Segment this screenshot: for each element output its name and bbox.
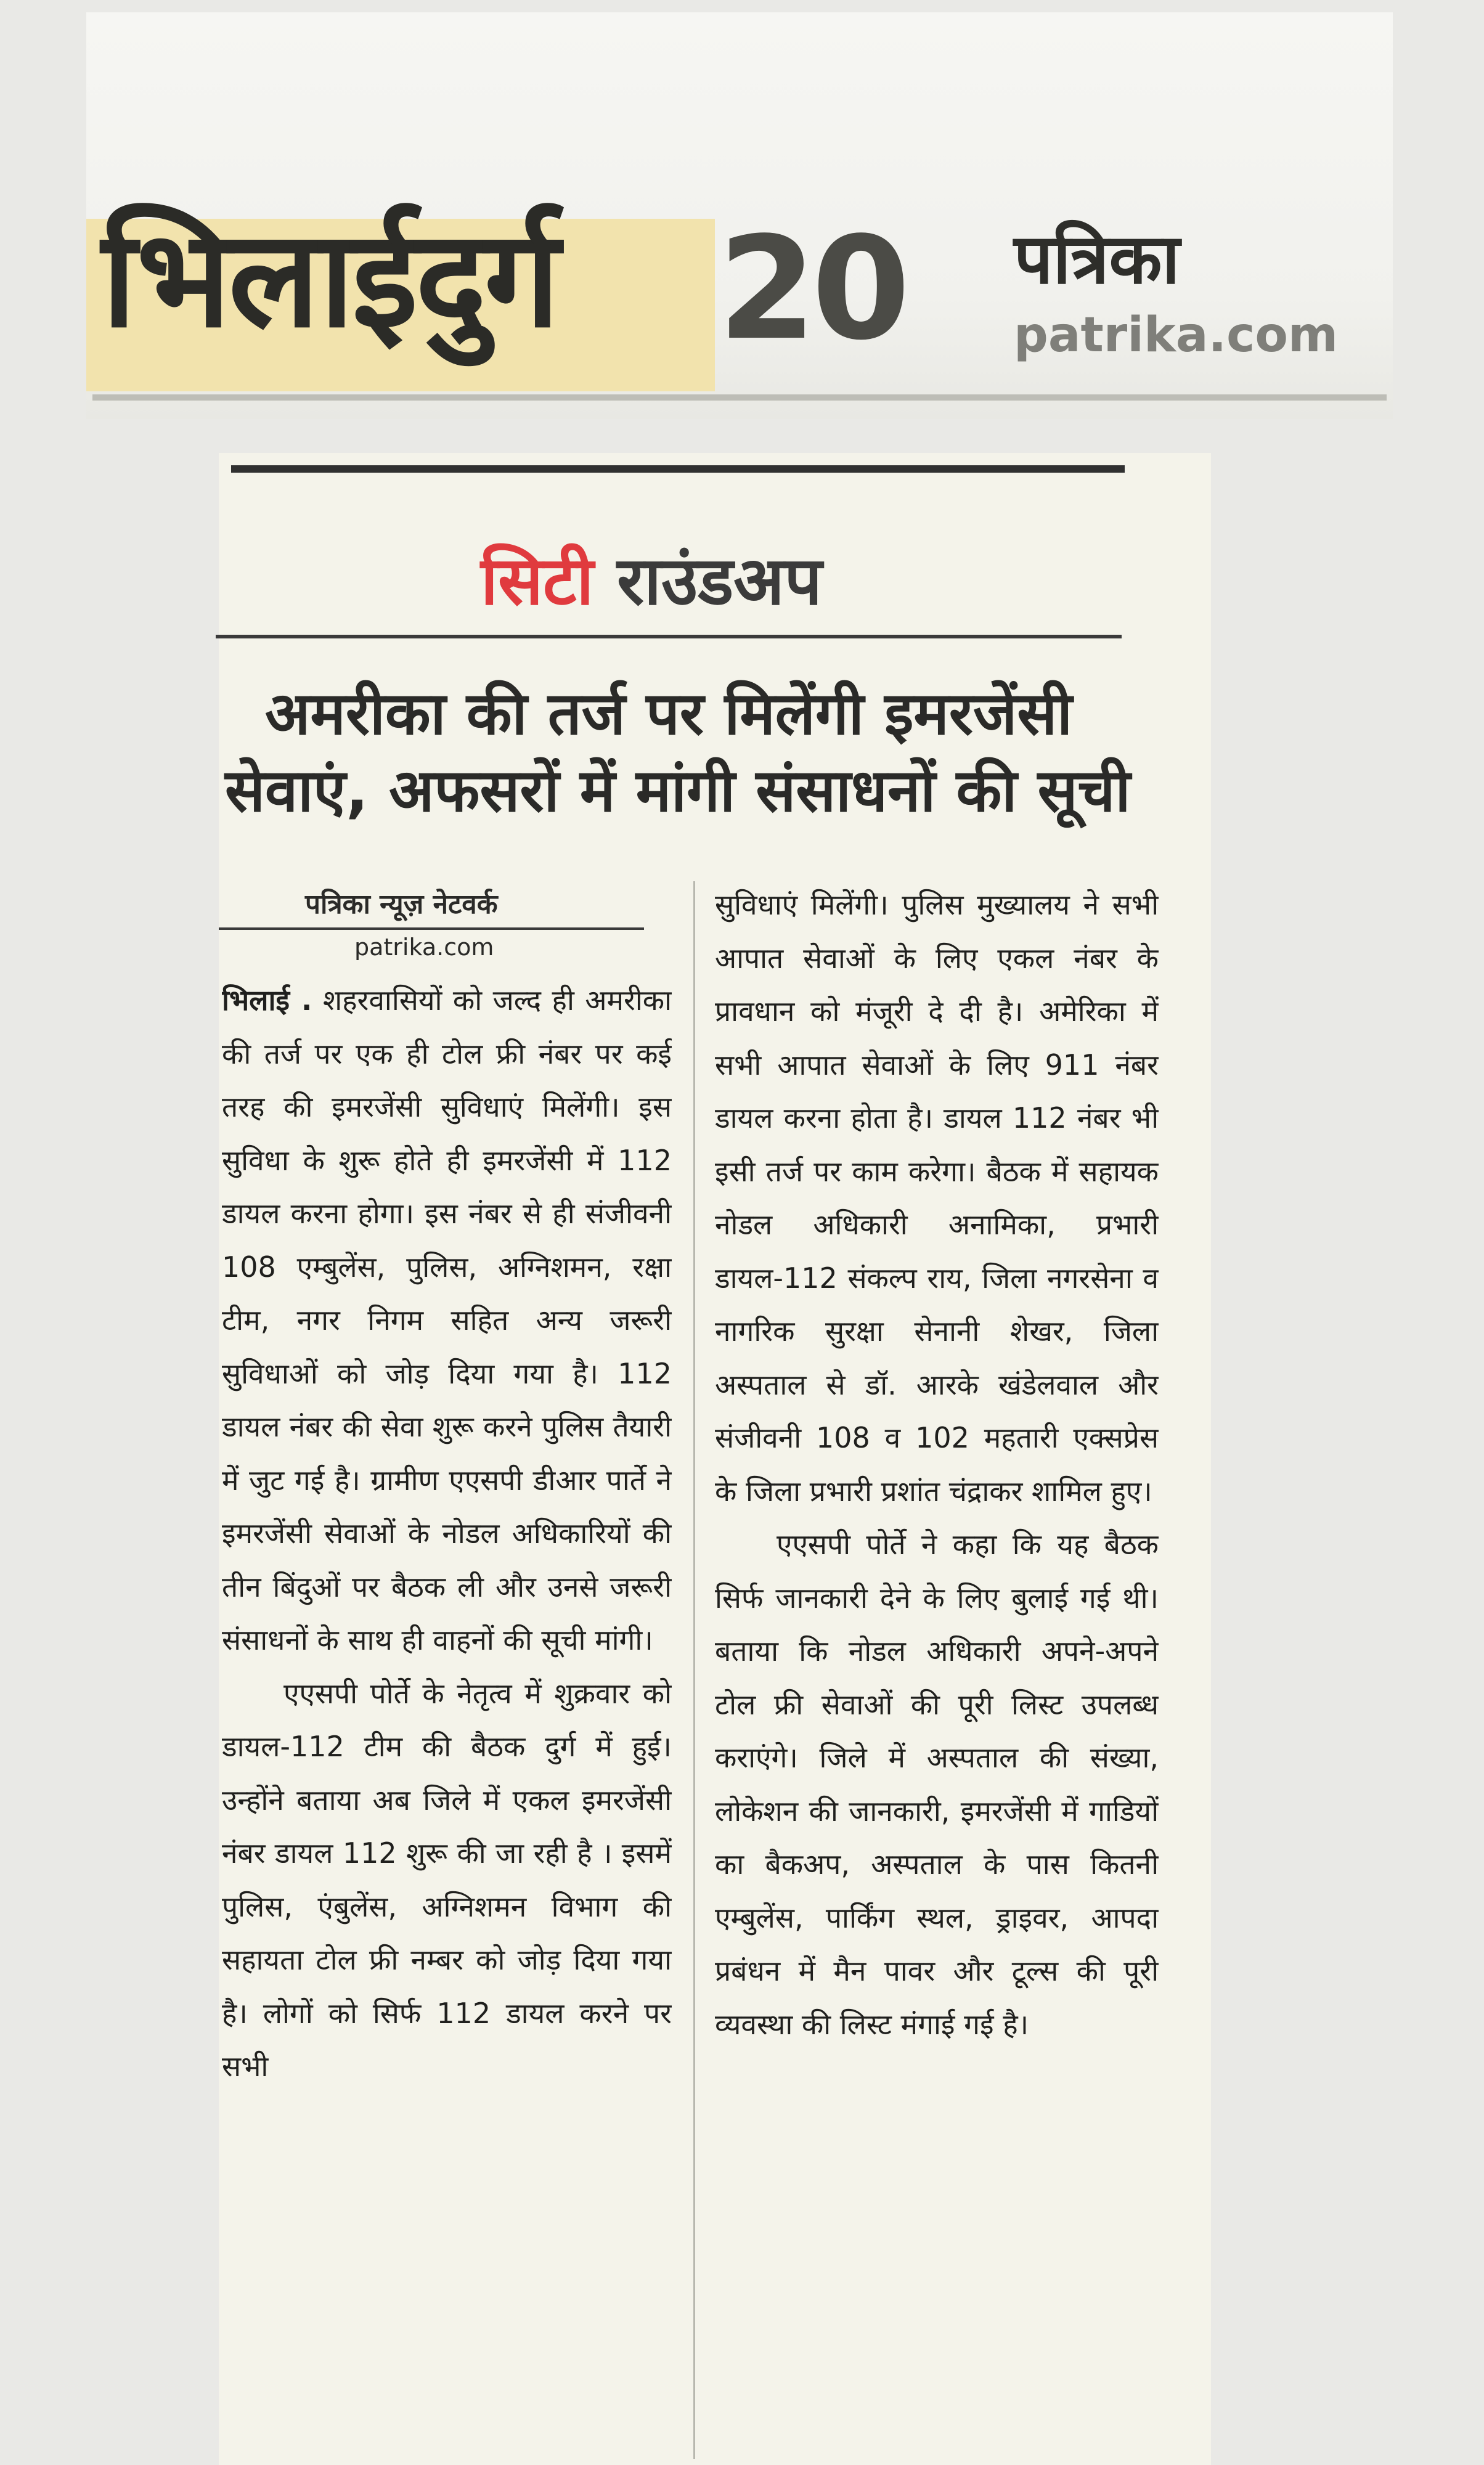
article-column-left — [222, 974, 672, 2459]
dateline: भिलाई . — [222, 984, 312, 1017]
headline-line-2: सेवाएं, अफसरों में मांगी संसाधनों की सूची — [225, 756, 1131, 825]
newspaper-brand-name: पत्रिका — [1014, 219, 1180, 299]
byline: पत्रिका न्यूज़ नेटवर्क — [305, 889, 498, 920]
kicker-roundup: राउंडअप — [617, 543, 822, 620]
masthead-rule — [92, 394, 1387, 401]
paragraph-1 — [222, 974, 672, 1667]
column-divider — [693, 881, 695, 2459]
newspaper-brand-url: patrika.com — [1014, 308, 1339, 363]
kicker-rule — [216, 635, 1122, 638]
headline-line-1: अमरीका की तर्ज पर मिलेंगी इमरजेंसी — [265, 679, 1072, 748]
paragraph-4: एएसपी पोर्ते ने कहा कि यह बैठक सिर्फ जानकारी देने के लिए बुलाई गई थी। बताया कि नोडल अधिकारी अपने-अपने टोल फ्री सेवाओं की पूरी लिस्ट उपलब्ध कराएंगे। जिले में अस्पताल की संख्या, लोकेशन की जानकारी, इमरजेंसी में गाडियों का बैकअप, अस्पताल के पास कितनी एम्बुलेंस, पार्किंग स्थल, ड्राइवर, आपदा प्रबंधन में मैन पावर और टूल्स की पूरी व्यवस्था की लिस्ट मंगाई गई है। — [715, 1528, 1159, 2041]
kicker-city: सिटी — [481, 543, 594, 620]
paragraph-2: एएसपी पोर्ते के नेतृत्व में शुक्रवार को डायल-112 टीम की बैठक दुर्ग में हुई। उन्होंने बताया अब जिले में एकल इमरजेंसी नंबर डायल 112 शुरू की जा रही है । इसमें पुलिस, एंबुलेंस, अग्निशमन विभाग की सहायता टोल फ्री नम्बर को जोड़ दिया गया है। लोगों को सिर्फ 112 डायल करने पर सभी — [222, 1676, 672, 2083]
section-kicker — [481, 543, 822, 620]
paragraph-1-text: शहरवासियों को जल्द ही अमरीका की तर्ज पर एक ही टोल फ्री नंबर पर कई तरह की इमरजेंसी सुविधाएं मिलेंगी। इस सुविधा के शुरू होते ही इमरजेंसी में 112 डायल करना होगा। इस नंबर से ही संजीवनी 108 एम्बुलेंस, पुलिस, अग्निशमन, रक्षा टीम, नगर निगम सहित अन्य जरूरी सुविधाओं को जोड़ दिया गया है। 112 डायल नंबर की सेवा शुरू करने पुलिस तैयारी में जुट गई है। ग्रामीण एएसपी डीआर पार्ते ने इमरजेंसी सेवाओं के नोडल अधिकारियों की तीन बिंदुओं पर बैठक ली और उनसे जरूरी संसाधनों के साथ ही वाहनों की सूची मांगी। — [222, 984, 672, 1656]
page-number: 20 — [718, 207, 906, 372]
byline-url: patrika.com — [354, 934, 494, 961]
clipping-top-rule — [231, 465, 1125, 473]
paragraph-3: सुविधाएं मिलेंगी। पुलिस मुख्यालय ने सभी आपात सेवाओं के लिए एकल नंबर के प्रावधान को मंजूरी दे दी है। अमेरिका में सभी आपात सेवाओं के लिए 911 नंबर डायल करना होता है। डायल 112 नंबर भी इसी तर्ज पर काम करेगा। बैठक में सहायक नोडल अधिकारी अनामिका, प्रभारी डायल-112 संकल्प राय, जिला नगरसेना व नागरिक सुरक्षा सेनानी शेखर, जिला अस्पताल से डॉ. आरके खंडेलवाल और संजीवनी 108 व 102 महतारी एक्सप्रेस के जिला प्रभारी प्रशांत चंद्राकर शामिल हुए। — [715, 888, 1159, 1508]
section-title: भिलाईदुर्ग — [102, 202, 558, 357]
article-column-right — [715, 878, 1159, 2465]
byline-rule — [219, 927, 644, 930]
